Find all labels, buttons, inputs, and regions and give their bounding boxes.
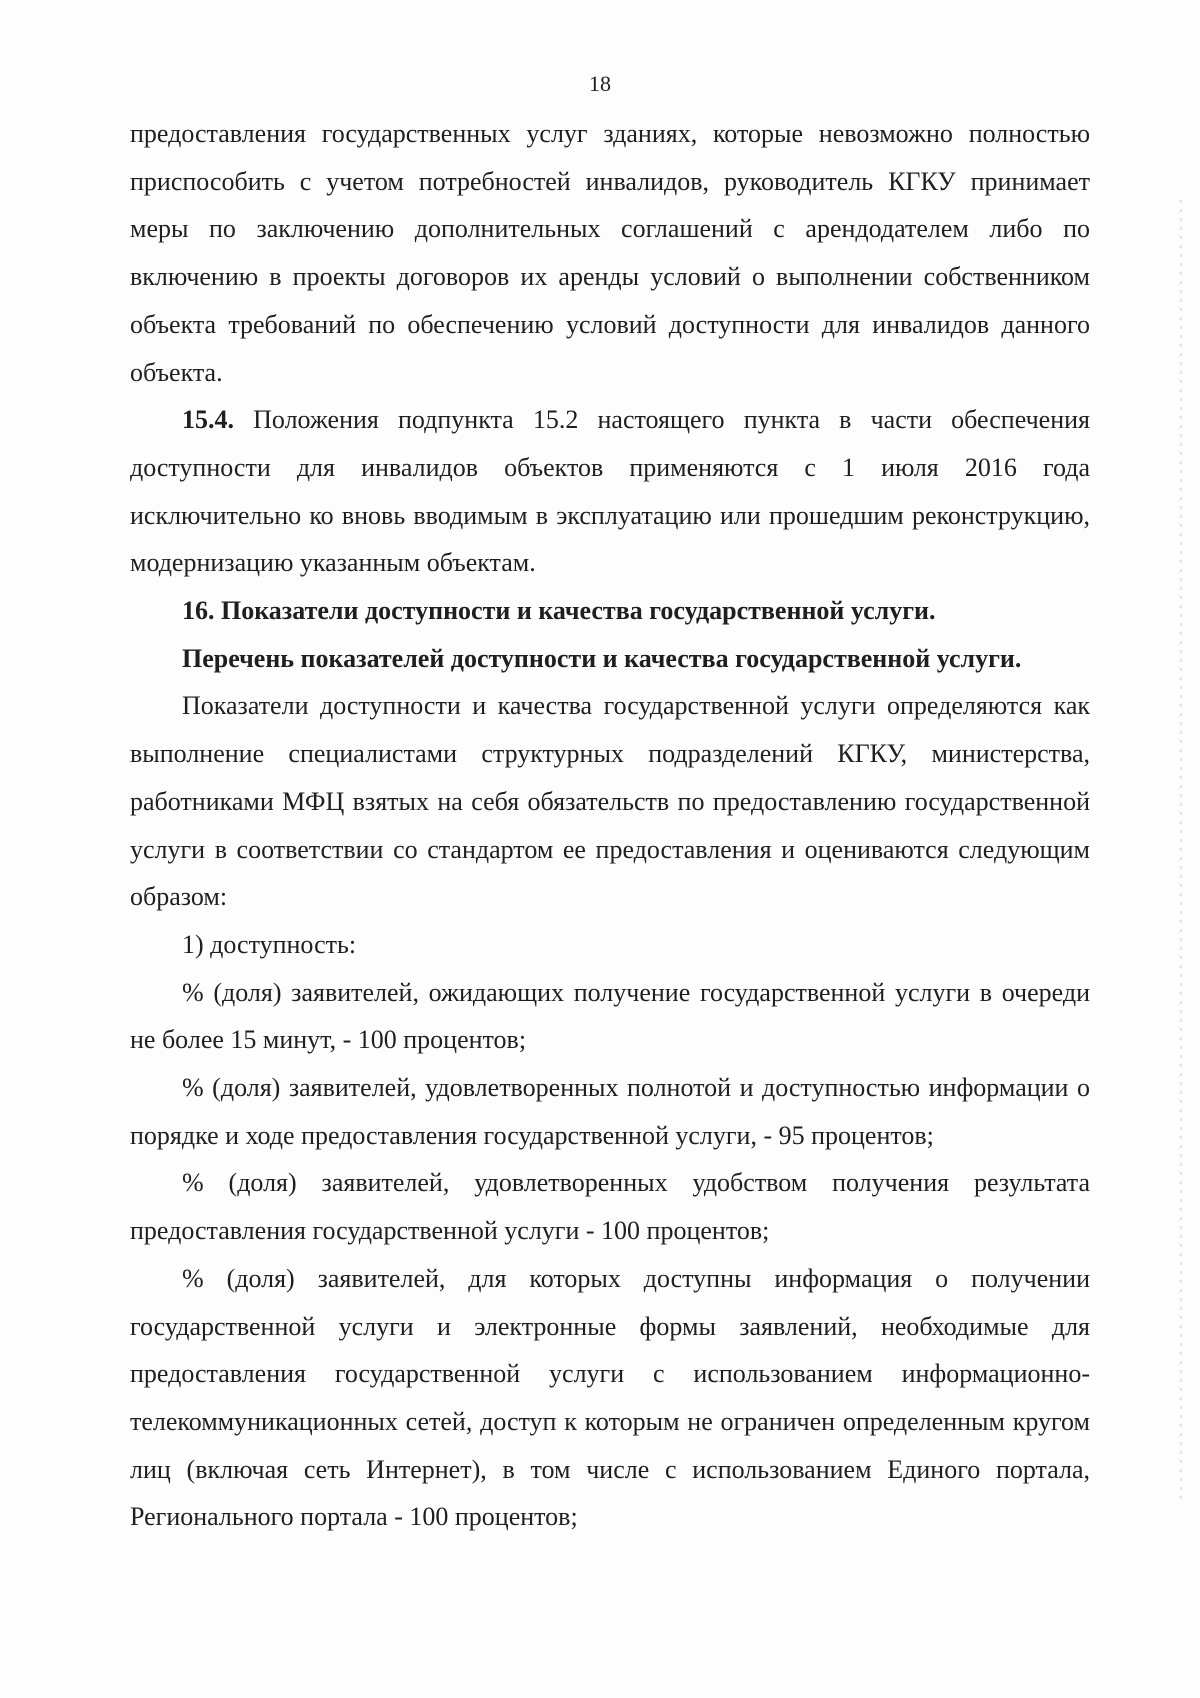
section-heading: 16. Показатели доступности и качества государственной услуги. bbox=[182, 596, 936, 626]
list-item-accessibility: 1) доступность: bbox=[182, 929, 357, 959]
indicator-convenience: % (доля) заявителей, удовлетворенных удобством получения результата предоставления государственной услуги - 100 процентов; bbox=[130, 1168, 1090, 1246]
paragraph-15-4 bbox=[130, 396, 1090, 587]
page-number: 18 bbox=[589, 71, 611, 96]
scan-edge-artifact bbox=[1180, 200, 1182, 1500]
paragraph-continuation: предоставления государственных услуг зданиях, которые невозможно полностью приспособить с учетом потребностей инвалидов, руководитель КГКУ принимает меры по заключению дополнительных соглашений с арендодателем либо по включению в проекты договоров их аренды условий о выполнении собственником объекта требований по обеспечению условий доступности для инвалидов данного объекта. bbox=[130, 119, 1090, 387]
clause-number: 15.4. bbox=[182, 405, 234, 435]
indicator-information: % (доля) заявителей, удовлетворенных полнотой и доступностью информации о порядке и ходе предоставления государственной услуги, - 95 процентов; bbox=[130, 1073, 1090, 1150]
indicator-electronic-access: % (доля) заявителей, для которых доступны информация о получении государственной услуги и электронные формы заявлений, необходимые для предоставления государственной услуги с использованием информационно-телекоммуникационных сетей, доступ к которым не ограничен определенным кругом лиц (включая сеть Интернет), в том числе с использованием Единого портала, Регионального портала - 100 процентов; bbox=[130, 1263, 1090, 1532]
document-body bbox=[130, 110, 1090, 1541]
indicator-queue-time: % (доля) заявителей, ожидающих получение государственной услуги в очереди не более 15 минут, - 100 процентов; bbox=[130, 977, 1090, 1055]
paragraph-indicators-intro: Показатели доступности и качества государственной услуги определяются как выполнение специалистами структурных подразделений КГКУ, министерства, работниками МФЦ взятых на себя обязательств по предоставлению государственной услуги в соответствии со стандартом ее предоставления и оцениваются следующим образом: bbox=[130, 691, 1090, 912]
subsection-heading: Перечень показателей доступности и качества государственной услуги. bbox=[182, 643, 1022, 673]
clause-text: Положения подпункта 15.2 настоящего пункта в части обеспечения доступности для инвалидов объектов применяются с 1 июля 2016 года исключительно ко вновь вводимым в эксплуатацию или прошедшим реконструкцию, модернизацию указанным объектам. bbox=[130, 405, 1090, 578]
